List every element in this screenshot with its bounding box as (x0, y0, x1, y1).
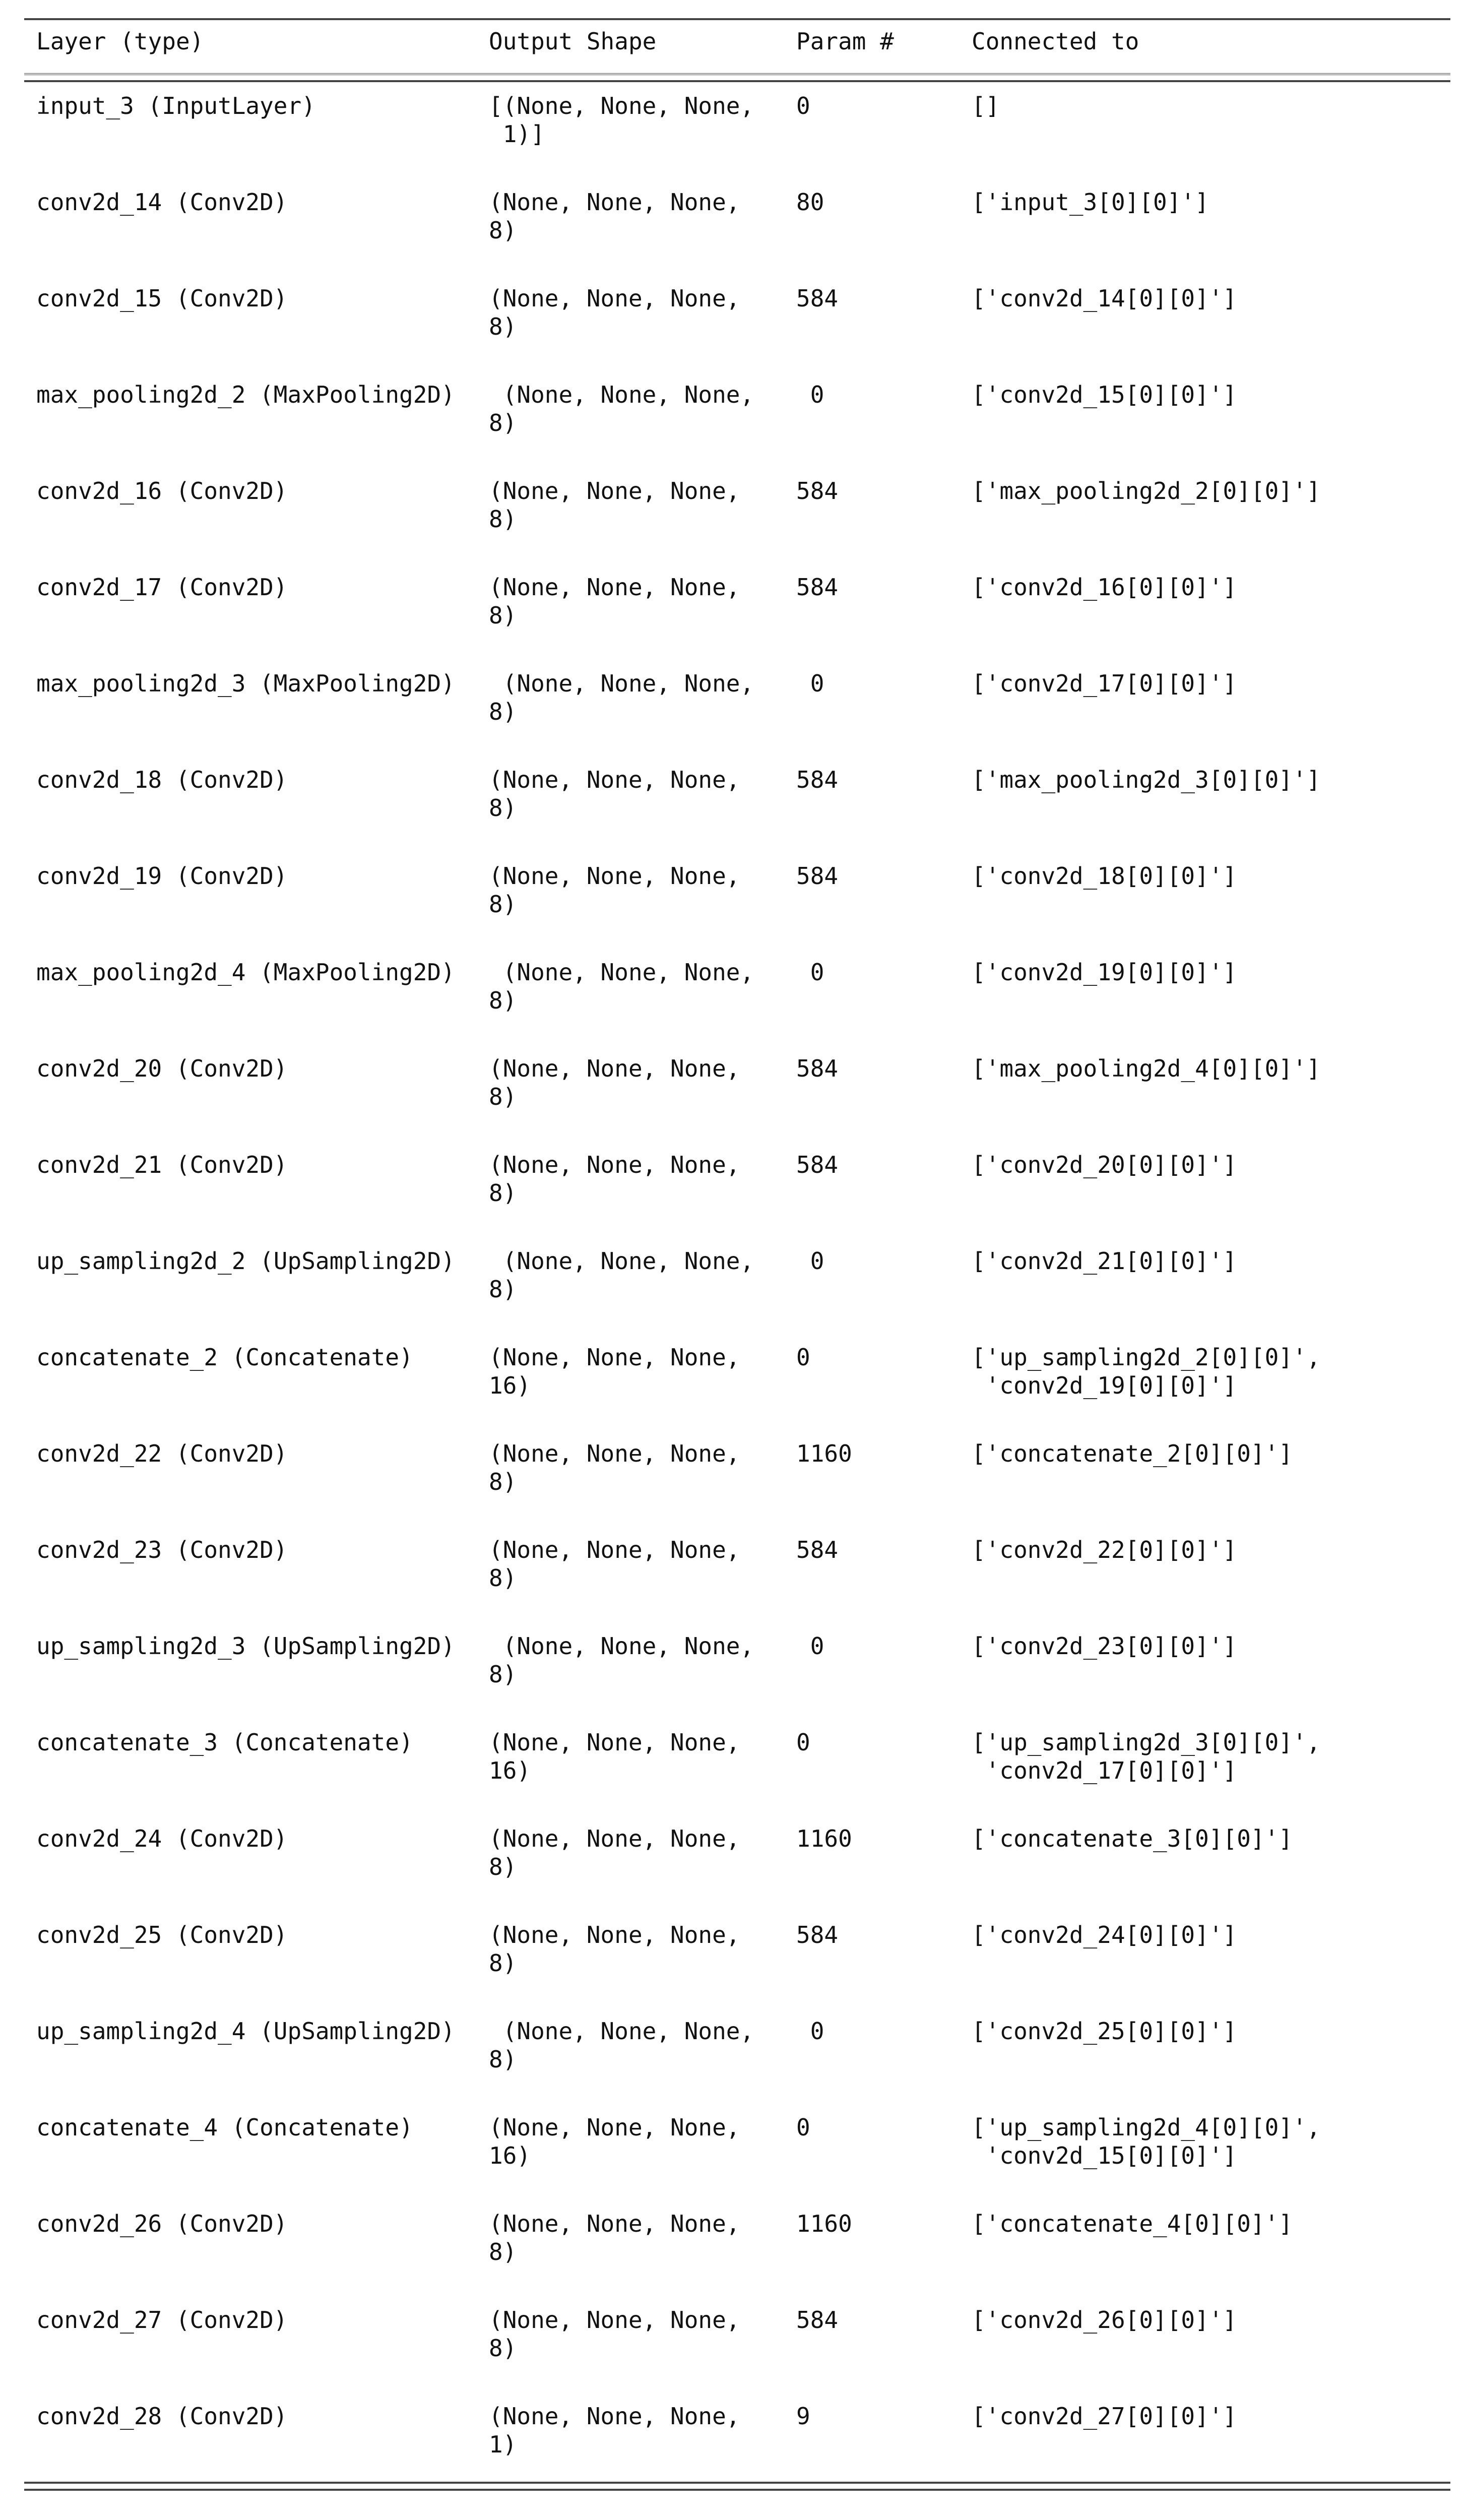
param-count: 584 (796, 1536, 839, 1563)
layer-name: max_pooling2d_4 (MaxPooling2D) (36, 959, 455, 986)
output-shape-cont: 8) (489, 1083, 517, 1110)
output-shape-cont: 8) (489, 1661, 517, 1688)
layer-name: conv2d_26 (Conv2D) (36, 2210, 288, 2237)
param-count: 0 (796, 1247, 824, 1275)
connected-to: ['max_pooling2d_4[0][0]'] (972, 1055, 1321, 1082)
connected-to: ['conv2d_23[0][0]'] (972, 1632, 1237, 1660)
output-shape: (None, None, None, (489, 1825, 740, 1852)
output-shape: (None, None, None, (489, 2018, 754, 2045)
output-shape: (None, None, None, (489, 959, 754, 986)
layer-name: conv2d_28 (Conv2D) (36, 2403, 288, 2430)
header-separator (24, 73, 1450, 82)
table-row (0, 1241, 1468, 1337)
connected-to: ['conv2d_25[0][0]'] (972, 2018, 1237, 2045)
output-shape: (None, None, None, (489, 1536, 740, 1563)
connected-to: ['concatenate_4[0][0]'] (972, 2210, 1293, 2237)
param-count: 1160 (796, 1825, 852, 1852)
output-shape: (None, None, None, (489, 1632, 754, 1660)
layer-name: conv2d_27 (Conv2D) (36, 2306, 288, 2334)
table-row (0, 182, 1468, 278)
param-count: 584 (796, 1921, 839, 1948)
connected-to: ['up_sampling2d_4[0][0]', (972, 2114, 1321, 2141)
connected-to: ['conv2d_20[0][0]'] (972, 1151, 1237, 1178)
output-shape: (None, None, None, (489, 670, 754, 697)
param-count: 0 (796, 959, 824, 986)
layer-name: concatenate_2 (Concatenate) (36, 1344, 413, 1371)
output-shape: [(None, None, None, (489, 92, 754, 119)
param-count: 80 (796, 188, 824, 216)
output-shape-cont: 8) (489, 794, 517, 822)
table-header (0, 25, 1468, 71)
connected-to: ['concatenate_2[0][0]'] (972, 1440, 1293, 1467)
param-count: 0 (796, 2114, 810, 2141)
layer-name: conv2d_22 (Conv2D) (36, 1440, 288, 1467)
table-row (0, 1722, 1468, 1818)
layer-name: max_pooling2d_2 (MaxPooling2D) (36, 381, 455, 408)
table-row (0, 1818, 1468, 1914)
output-shape: (None, None, None, (489, 285, 740, 312)
output-shape: (None, None, None, (489, 1055, 740, 1082)
output-shape: (None, None, None, (489, 2210, 740, 2237)
table-row (0, 2300, 1468, 2396)
connected-to: ['conv2d_15[0][0]'] (972, 381, 1237, 408)
output-shape-cont: 8) (489, 506, 517, 533)
connected-to-cont: 'conv2d_15[0][0]'] (972, 2142, 1237, 2169)
table-row (0, 1048, 1468, 1144)
layer-name: conv2d_20 (Conv2D) (36, 1055, 288, 1082)
layer-name: conv2d_15 (Conv2D) (36, 285, 288, 312)
connected-to: ['conv2d_17[0][0]'] (972, 670, 1237, 697)
output-shape: (None, None, None, (489, 381, 754, 408)
table-row (0, 1145, 1468, 1240)
connected-to: ['input_3[0][0]'] (972, 188, 1209, 216)
output-shape-cont: 16) (489, 1372, 531, 1399)
table-row (0, 86, 1468, 181)
output-shape-cont: 1) (489, 2431, 517, 2458)
connected-to: ['conv2d_22[0][0]'] (972, 1536, 1237, 1563)
output-shape-cont: 8) (489, 1853, 517, 1880)
table-row (0, 567, 1468, 663)
output-shape-cont: 1)] (489, 120, 545, 148)
param-count: 0 (796, 2018, 824, 2045)
connected-to: ['conv2d_19[0][0]'] (972, 959, 1237, 986)
output-shape-cont: 8) (489, 313, 517, 340)
connected-to: ['conv2d_21[0][0]'] (972, 1247, 1237, 1275)
layer-name: conv2d_21 (Conv2D) (36, 1151, 288, 1178)
param-count: 0 (796, 670, 824, 697)
table-row (0, 663, 1468, 759)
layer-name: conv2d_24 (Conv2D) (36, 1825, 288, 1852)
connected-to: ['conv2d_18[0][0]'] (972, 862, 1237, 890)
layer-name: conv2d_14 (Conv2D) (36, 188, 288, 216)
output-shape-cont: 8) (489, 987, 517, 1014)
param-count: 584 (796, 477, 839, 505)
header-param-count: Param # (796, 28, 894, 55)
table-row (0, 471, 1468, 566)
output-shape-cont: 16) (489, 1757, 531, 1784)
table-row (0, 2203, 1468, 2299)
output-shape-cont: 8) (489, 1276, 517, 1303)
param-count: 584 (796, 285, 839, 312)
output-shape: (None, None, None, (489, 766, 740, 793)
param-count: 1160 (796, 1440, 852, 1467)
table-row (0, 856, 1468, 952)
param-count: 584 (796, 1151, 839, 1178)
header-connected-to: Connected to (972, 28, 1139, 55)
table-row (0, 1626, 1468, 1722)
layer-name: conv2d_16 (Conv2D) (36, 477, 288, 505)
param-count: 584 (796, 1055, 839, 1082)
table-row (0, 278, 1468, 374)
output-shape-cont: 8) (489, 409, 517, 436)
connected-to: ['conv2d_24[0][0]'] (972, 1921, 1237, 1948)
output-shape-cont: 8) (489, 1179, 517, 1207)
layer-name: max_pooling2d_3 (MaxPooling2D) (36, 670, 455, 697)
table-row (0, 374, 1468, 470)
layer-name: concatenate_4 (Concatenate) (36, 2114, 413, 2141)
output-shape: (None, None, None, (489, 477, 740, 505)
connected-to: ['conv2d_14[0][0]'] (972, 285, 1237, 312)
layer-name: up_sampling2d_4 (UpSampling2D) (36, 2018, 455, 2045)
connected-to: [] (972, 92, 1000, 119)
layer-name: conv2d_17 (Conv2D) (36, 574, 288, 601)
param-count: 0 (796, 1632, 824, 1660)
output-shape-cont: 8) (489, 698, 517, 725)
param-count: 0 (796, 381, 824, 408)
param-count: 584 (796, 862, 839, 890)
header-output-shape: Output Shape (489, 28, 657, 55)
param-count: 1160 (796, 2210, 852, 2237)
table-row (0, 760, 1468, 855)
output-shape-cont: 16) (489, 2142, 531, 2169)
param-count: 9 (796, 2403, 810, 2430)
layer-name: up_sampling2d_3 (UpSampling2D) (36, 1632, 455, 1660)
connected-to: ['up_sampling2d_3[0][0]', (972, 1729, 1321, 1756)
table-row (0, 1433, 1468, 1529)
connected-to: ['concatenate_3[0][0]'] (972, 1825, 1293, 1852)
output-shape: (None, None, None, (489, 2403, 740, 2430)
output-shape-cont: 8) (489, 602, 517, 629)
output-shape: (None, None, None, (489, 188, 740, 216)
layer-name: concatenate_3 (Concatenate) (36, 1729, 413, 1756)
output-shape-cont: 8) (489, 2335, 517, 2362)
connected-to-cont: 'conv2d_19[0][0]'] (972, 1372, 1237, 1399)
connected-to: ['max_pooling2d_2[0][0]'] (972, 477, 1321, 505)
output-shape-cont: 8) (489, 2046, 517, 2073)
layer-name: input_3 (InputLayer) (36, 92, 315, 119)
table-row (0, 952, 1468, 1048)
header-layer-type: Layer (type) (36, 28, 204, 55)
param-count: 0 (796, 1729, 810, 1756)
layer-name: up_sampling2d_2 (UpSampling2D) (36, 1247, 455, 1275)
output-shape: (None, None, None, (489, 862, 740, 890)
param-count: 0 (796, 92, 810, 119)
connected-to: ['conv2d_27[0][0]'] (972, 2403, 1237, 2430)
output-shape-cont: 8) (489, 2238, 517, 2265)
table-row (0, 2396, 1468, 2492)
connected-to: ['conv2d_26[0][0]'] (972, 2306, 1237, 2334)
table-row (0, 2107, 1468, 2203)
output-shape-cont: 8) (489, 1949, 517, 1977)
connected-to: ['conv2d_16[0][0]'] (972, 574, 1237, 601)
output-shape: (None, None, None, (489, 1440, 740, 1467)
output-shape: (None, None, None, (489, 1344, 740, 1371)
table-row (0, 1915, 1468, 2010)
table-row (0, 2011, 1468, 2107)
param-count: 0 (796, 1344, 810, 1371)
output-shape: (None, None, None, (489, 1729, 740, 1756)
connected-to: ['up_sampling2d_2[0][0]', (972, 1344, 1321, 1371)
output-shape-cont: 8) (489, 217, 517, 244)
connected-to-cont: 'conv2d_17[0][0]'] (972, 1757, 1237, 1784)
output-shape: (None, None, None, (489, 574, 740, 601)
layer-name: conv2d_25 (Conv2D) (36, 1921, 288, 1948)
output-shape: (None, None, None, (489, 2306, 740, 2334)
table-row (0, 1337, 1468, 1433)
layer-name: conv2d_19 (Conv2D) (36, 862, 288, 890)
output-shape: (None, None, None, (489, 1151, 740, 1178)
output-shape: (None, None, None, (489, 1921, 740, 1948)
top-rule (24, 18, 1450, 20)
output-shape-cont: 8) (489, 1564, 517, 1592)
param-count: 584 (796, 2306, 839, 2334)
output-shape: (None, None, None, (489, 1247, 754, 1275)
connected-to: ['max_pooling2d_3[0][0]'] (972, 766, 1321, 793)
output-shape-cont: 8) (489, 891, 517, 918)
output-shape-cont: 8) (489, 1468, 517, 1495)
layer-name: conv2d_23 (Conv2D) (36, 1536, 288, 1563)
footer-separator (24, 2482, 1450, 2491)
layer-name: conv2d_18 (Conv2D) (36, 766, 288, 793)
output-shape: (None, None, None, (489, 2114, 740, 2141)
param-count: 584 (796, 766, 839, 793)
table-row (0, 1530, 1468, 1625)
param-count: 584 (796, 574, 839, 601)
